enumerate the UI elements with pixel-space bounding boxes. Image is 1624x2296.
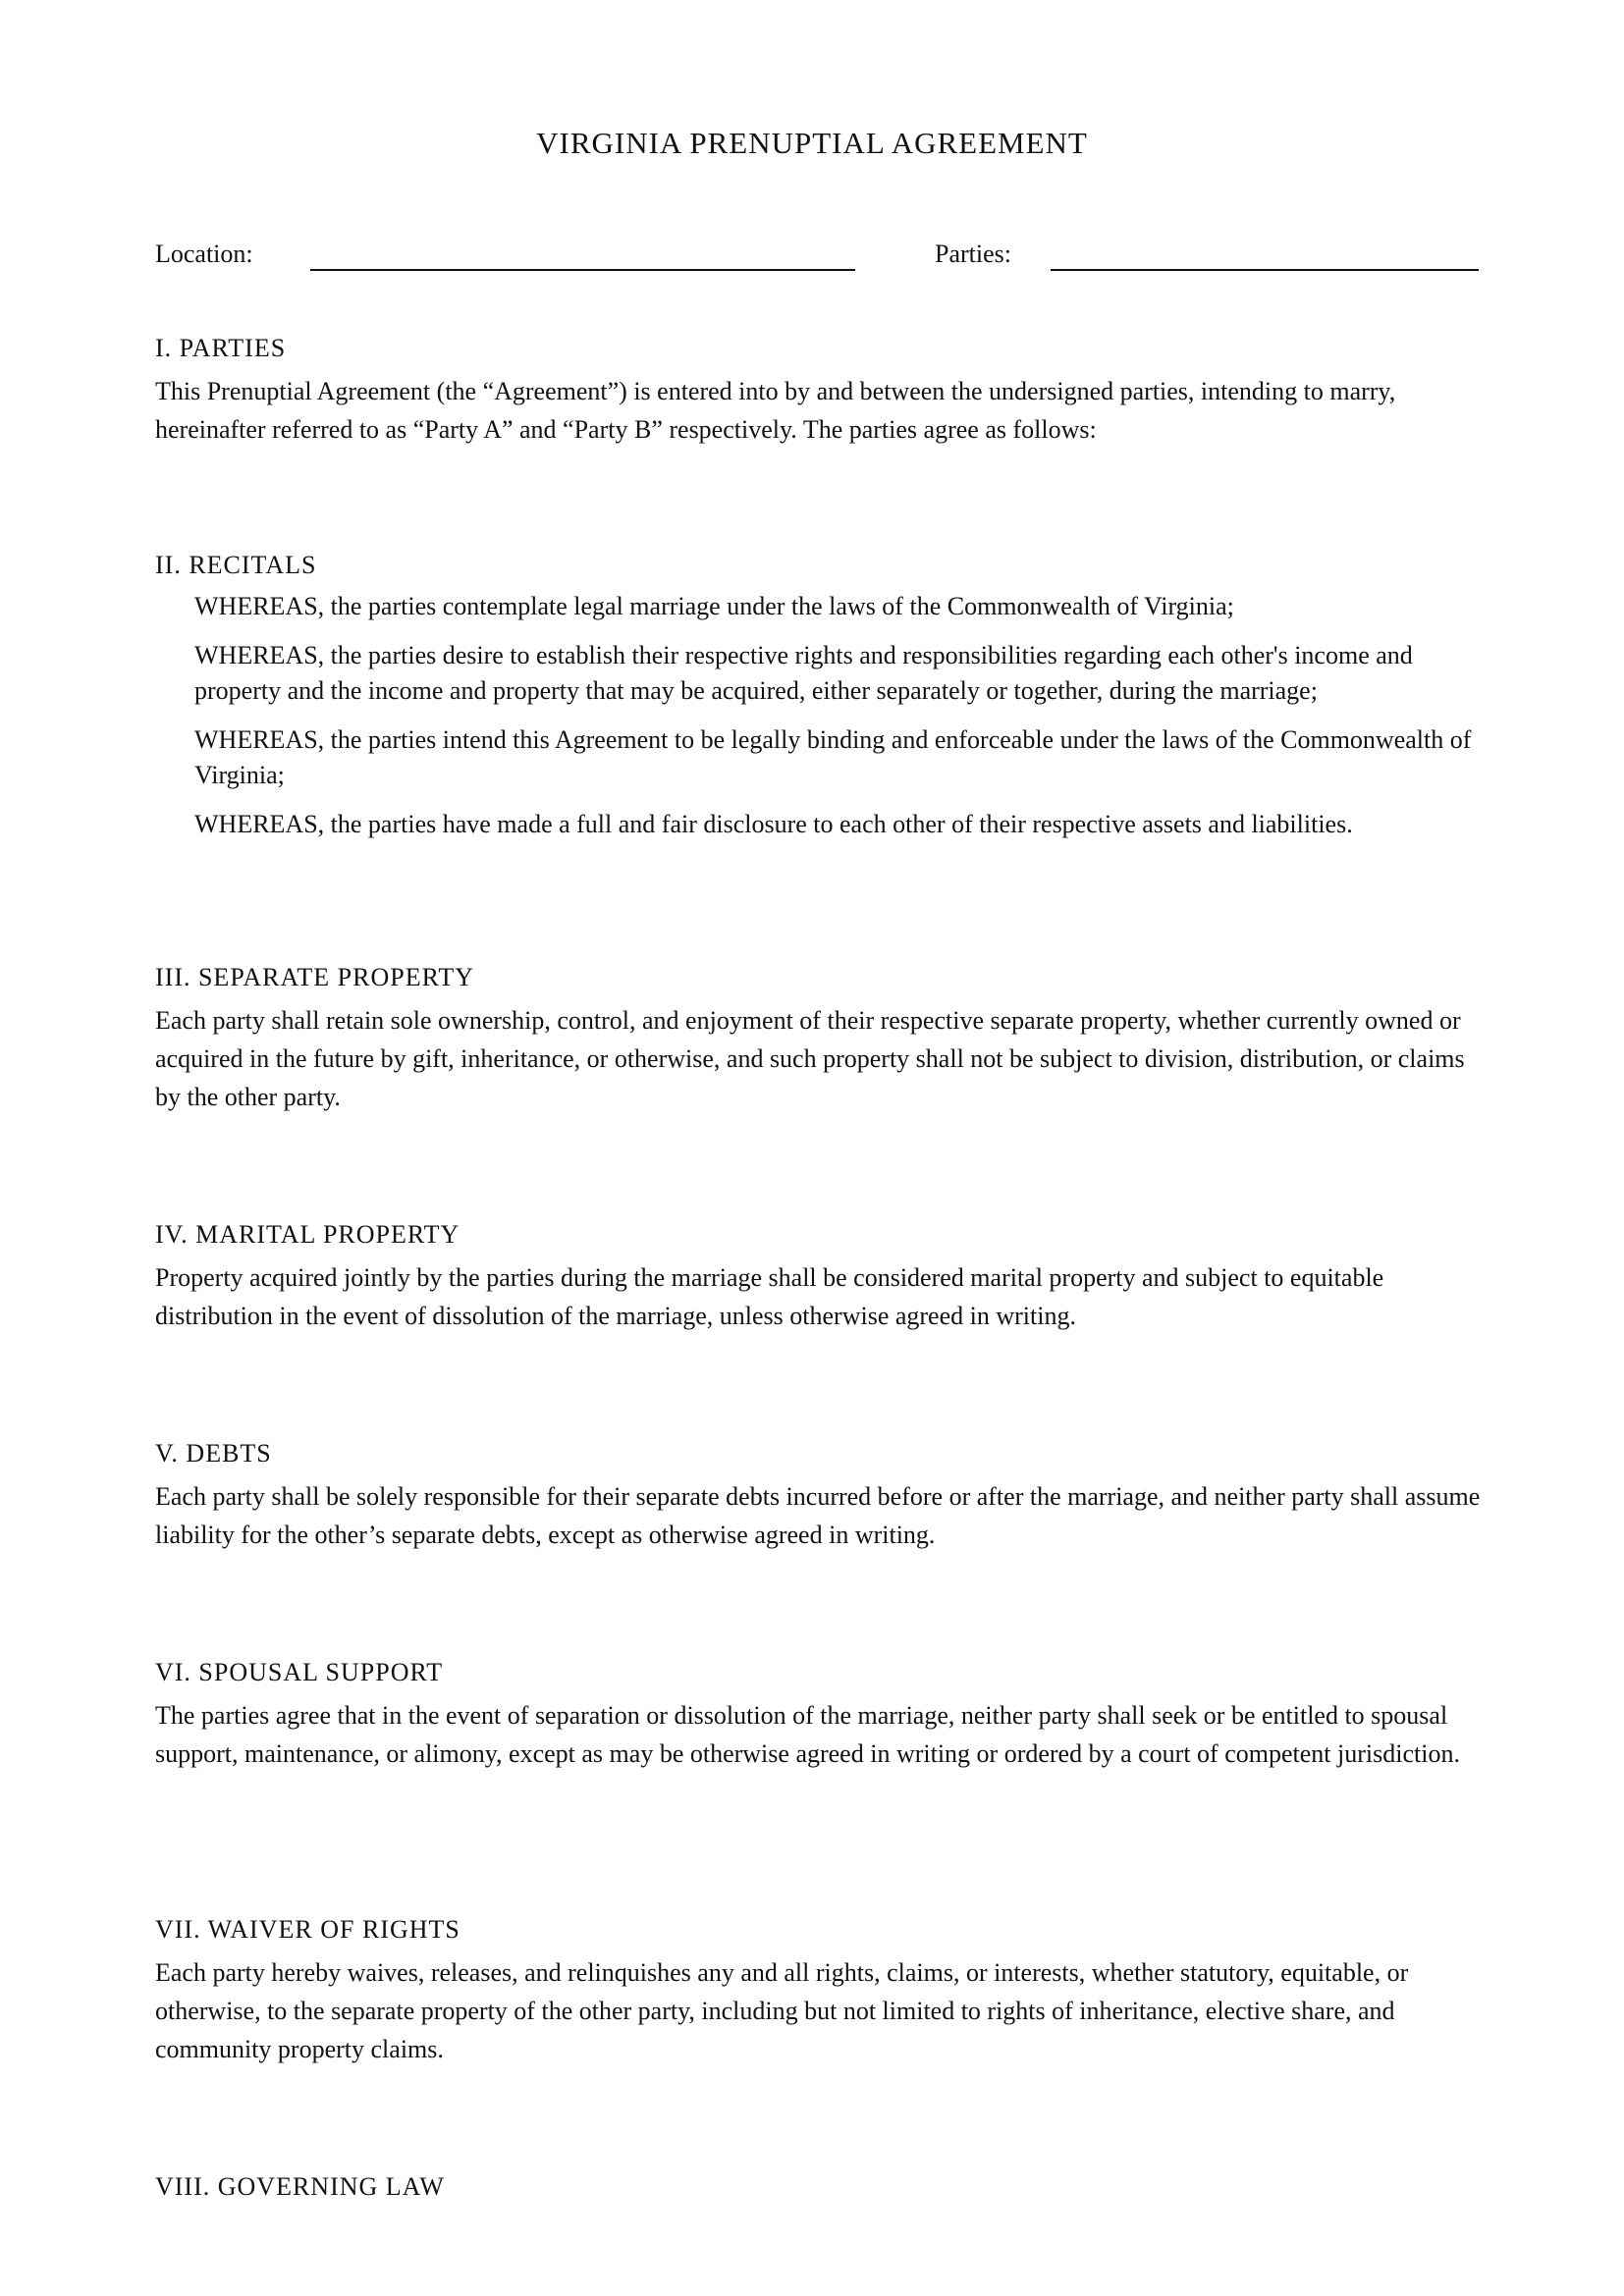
header-fields: [155, 238, 1479, 277]
recital-item: WHEREAS, the parties contemplate legal marriage under the laws of the Commonwealth of Virginia;: [194, 592, 1234, 620]
section-debts: [155, 1436, 1483, 1554]
section-waiver-of-rights: [155, 1912, 1483, 2068]
recital-item: WHEREAS, the parties intend this Agreement to be legally binding and enforceable under the laws of the Commonwealth of Virginia;: [194, 725, 1472, 789]
section-governing-law: [155, 2169, 1483, 2211]
section-parties: [155, 331, 1483, 449]
location-label: Location:: [155, 240, 253, 268]
location-blank-line[interactable]: [310, 269, 855, 271]
recital-item: WHEREAS, the parties desire to establish their respective rights and responsibilities regarding each other's income and property and the income and property that may be acquired, either separately or together, during the marriage;: [194, 641, 1413, 705]
section-marital-property: [155, 1217, 1483, 1335]
section-recitals: [155, 548, 1483, 856]
section-body: Each party hereby waives, releases, and relinquishes any and all rights, claims, or interests, whether statutory, equitable, or otherwise, to the separate property of the other party, including but not limited to rights of inheritance, elective share, and community property claims.: [155, 1958, 1409, 2063]
section-heading: VIII. GOVERNING LAW: [155, 2172, 445, 2201]
section-heading: V. DEBTS: [155, 1439, 272, 1468]
section-separate-property: [155, 960, 1483, 1116]
section-heading: I. PARTIES: [155, 334, 287, 362]
parties-label: Parties:: [935, 240, 1011, 268]
section-heading: VII. WAIVER OF RIGHTS: [155, 1915, 460, 1944]
section-body: The parties agree that in the event of separation or dissolution of the marriage, neither party shall seek or be entitled to spousal support, maintenance, or alimony, except as may be otherwise agreed in writing or ordered by a court of competent jurisdiction.: [155, 1701, 1460, 1768]
parties-blank-line[interactable]: [1051, 269, 1479, 271]
recital-item: WHEREAS, the parties have made a full and fair disclosure to each other of their respective assets and liabilities.: [194, 810, 1353, 838]
section-heading: VI. SPOUSAL SUPPORT: [155, 1658, 444, 1686]
section-body: Each party shall be solely responsible for their separate debts incurred before or after the marriage, and neither party shall assume liability for the other’s separate debts, except as otherwise agreed in writing.: [155, 1482, 1481, 1549]
section-spousal-support: [155, 1655, 1483, 1773]
section-body: Each party shall retain sole ownership, control, and enjoyment of their respective separate property, whether currently owned or acquired in the future by gift, inheritance, or otherwise, and such property shall not be subject to division, distribution, or claims by the other party.: [155, 1006, 1465, 1111]
section-heading: III. SEPARATE PROPERTY: [155, 963, 475, 991]
section-heading: II. RECITALS: [155, 551, 317, 579]
document-title: VIRGINIA PRENUPTIAL AGREEMENT: [536, 126, 1088, 160]
section-body: This Prenuptial Agreement (the “Agreement”) is entered into by and between the undersigned parties, intending to marry, hereinafter referred to as “Party A” and “Party B” respectively. The parties agree as follows:: [155, 377, 1396, 444]
section-body: Property acquired jointly by the parties during the marriage shall be considered marital property and subject to equitable distribution in the event of dissolution of the marriage, unless otherwise agreed in writing.: [155, 1263, 1384, 1330]
section-heading: IV. MARITAL PROPERTY: [155, 1220, 460, 1249]
